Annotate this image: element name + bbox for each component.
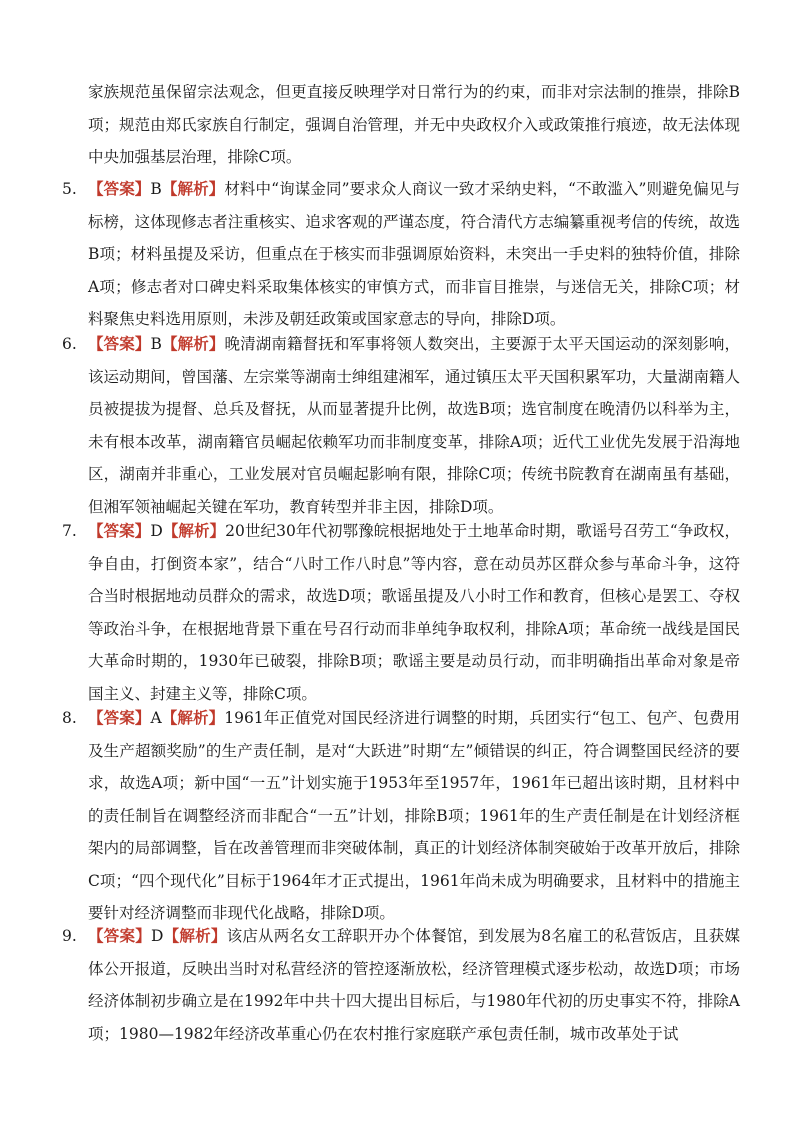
- analysis-tag: 【解析】: [161, 334, 225, 353]
- answer-tag: 【答案】: [88, 334, 151, 353]
- answer-letter: A: [150, 709, 162, 727]
- item-number: 9.: [62, 927, 77, 945]
- analysis-tag: 【解析】: [161, 179, 225, 198]
- item-number: 6.: [62, 335, 77, 353]
- analysis-tag: 【解析】: [161, 708, 225, 727]
- analysis-text: 晚清湖南籍督抚和军事将领人数突出，主要源于太平天国运动的深刻影响，该运动期间，曾国藩、左宗棠等湖南士绅组建湘军，通过镇压太平天国积累军功，大量湖南籍人员被提拔为提督、总兵及督抚，从而显著提升比例，故选B项；选官制度在晚清仍以科举为主，未有根本改革，湖南籍官员崛起依赖军功而非制度变革，排除A项；近代工业优先发展于沿海地区，湖南并非重心，工业发展对官员崛起影响有限，排除C项；传统书院教育在湖南虽有基础，但湘军领袖崛起关键在军功，教育转型并非主因，排除D项。: [88, 335, 740, 516]
- analysis-text: 材料中“询谋金同”要求众人商议一致才采纳史料，“不敢滥入”则避免偏见与标榜，这体现修志者注重核实、追求客观的严谨态度，符合清代方志编纂重视考信的传统，故选B项；材料虽提及采访，但重点在于核实而非强调原始资料，未突出一手史料的独特价值，排除A项；修志者对口碑史料采取集体核实的审慎方式，而非盲目推崇，与迷信无关，排除C项；材料聚焦史料选用原则，未涉及朝廷政策或国家意志的导向，排除D项。: [88, 180, 740, 328]
- answer-tag: 【答案】: [88, 926, 151, 945]
- analysis-text: 20世纪30年代初鄂豫皖根据地处于土地革命时期，歌谣号召劳工“争政权，争自由，打倒资本家”，结合“八时工作八时息”等内容，意在动员苏区群众参与革命斗争，这符合当时根据地动员群众的需求，故选D项；歌谣虽提及八小时工作和教育，但核心是罢工、夺权等政治斗争，在根据地背景下重在号召行动而非单纯争取权利，排除A项；革命统一战线是国民大革命时期的，1930年已破裂，排除B项；歌谣主要是动员行动，而非明确指出革命对象是帝国主义、封建主义等，排除C项。: [88, 522, 740, 703]
- intro-paragraph: [88, 76, 740, 174]
- answer-item-8: [62, 702, 740, 930]
- answer-letter: B: [150, 180, 162, 198]
- analysis-text: 1961年正值党对国民经济进行调整的时期，兵团实行“包工、包产、包费用及生产超额奖励”的生产责任制，是对“大跃进”时期“左”倾错误的纠正，符合调整国民经济的要求，故选A项；新中国“一五”计划实施于1953年至1957年，1961年已超出该时期，且材料中的责任制旨在调整经济而非配合“一五”计划，排除B项；1961年的生产责任制是在计划经济框架内的局部调整，旨在改善管理而非突破体制，真正的计划经济体制突破始于改革开放后，排除C项；“四个现代化”目标于1964年才正式提出，1961年尚未成为明确要求，且材料中的措施主要针对经济调整而非现代化战略，排除D项。: [88, 709, 740, 922]
- analysis-text: 该店从两名女工辞职开办个体餐馆，到发展为8名雇工的私营饭店，且获媒体公开报道，反映出当时对私营经济的管控逐渐放松，经济管理模式逐步松动，故选D项；市场经济体制初步确立是在1992年中共十四大提出目标后，与1980年代初的历史事实不符，排除A项；1980—1982年经济改革重心仍在农村推行家庭联产承包责任制，城市改革处于试: [88, 927, 740, 1043]
- intro-text: 家族规范虽保留宗法观念，但更直接反映理学对日常行为的约束，而非对宗法制的推崇，排除B项；规范由郑氏家族自行制定，强调自治管理，并无中央政权介入或政策推行痕迹，故无法体现中央加强基层治理，排除C项。: [88, 83, 740, 166]
- item-number: 8.: [62, 709, 77, 727]
- answer-item-6: [62, 328, 740, 523]
- answer-tag: 【答案】: [88, 708, 151, 727]
- item-number: 7.: [62, 522, 77, 540]
- answer-item-5: [62, 173, 740, 336]
- answer-letter: D: [150, 522, 163, 540]
- answer-item-7: [62, 515, 740, 710]
- analysis-tag: 【解析】: [162, 521, 226, 540]
- answer-letter: B: [150, 335, 162, 353]
- analysis-tag: 【解析】: [163, 926, 227, 945]
- answer-tag: 【答案】: [88, 521, 151, 540]
- answer-letter: D: [150, 927, 164, 945]
- answer-tag: 【答案】: [88, 179, 151, 198]
- answer-item-9: [62, 920, 740, 1050]
- item-number: 5.: [62, 180, 77, 198]
